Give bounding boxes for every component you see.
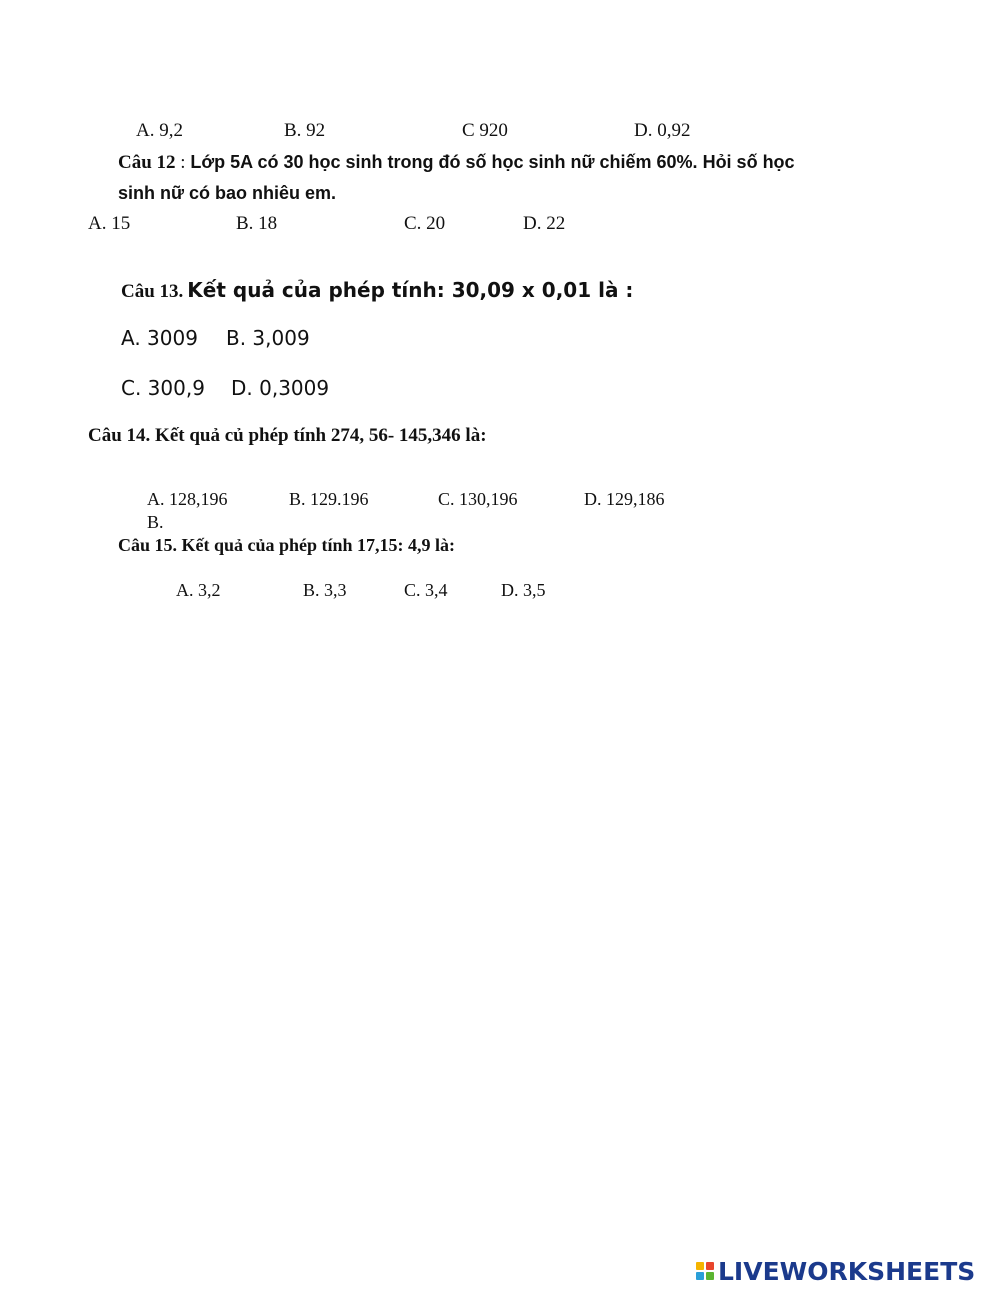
q12-option-b: B. 18 xyxy=(236,213,278,234)
q15-option-d: D. 3,5 xyxy=(501,580,546,600)
q13-option-d: D. 0,3009 xyxy=(231,376,330,400)
q12-option-a: A. 15 xyxy=(88,213,131,234)
liveworksheets-logo[interactable] xyxy=(696,1256,975,1286)
q13-option-c: C. 300,9 xyxy=(121,376,205,400)
q14-option-d: D. 129,186 xyxy=(584,489,665,509)
q13-label: Câu 13. xyxy=(121,281,184,302)
q12-option-c: C. 20 xyxy=(404,213,446,234)
q14-option-c: C. 130,196 xyxy=(438,489,518,509)
q12-label: Câu 12 xyxy=(118,152,176,173)
q11-option-d: D. 0,92 xyxy=(634,120,691,141)
q15-option-c: C. 3,4 xyxy=(404,580,448,600)
q12-question xyxy=(118,153,795,172)
q15-option-b: B. 3,3 xyxy=(303,580,347,600)
q14-option-b: B. 129.196 xyxy=(289,489,369,509)
q15-option-a: A. 3,2 xyxy=(176,580,221,600)
q14-stray-label: B. xyxy=(147,512,164,532)
q12-text-line2: sinh nữ có bao nhiêu em. xyxy=(118,183,337,203)
logo-cube xyxy=(696,1272,704,1280)
logo-cube xyxy=(706,1262,714,1270)
q15-question: Câu 15. Kết quả của phép tính 17,15: 4,9 là: xyxy=(118,535,456,555)
q13-option-b: B. 3,009 xyxy=(226,326,310,350)
logo-cube xyxy=(706,1272,714,1280)
q11-option-c: C 920 xyxy=(462,120,508,141)
q12-text-line1: Lớp 5A có 30 học sinh trong đó số học sinh nữ chiếm 60%. Hỏi số học xyxy=(190,152,795,172)
q14-option-a: A. 128,196 xyxy=(147,489,228,509)
q11-option-a: A. 9,2 xyxy=(136,120,183,141)
logo-cube xyxy=(696,1262,704,1270)
q13-question xyxy=(121,280,633,301)
q11-option-b: B. 92 xyxy=(284,120,326,141)
logo-cubes-icon xyxy=(696,1262,714,1280)
q12-colon: : xyxy=(175,152,191,173)
q12-option-d: D. 22 xyxy=(523,213,566,234)
q14-question: Câu 14. Kết quả củ phép tính 274, 56- 145,346 là: xyxy=(88,425,487,446)
q13-option-a: A. 3009 xyxy=(121,326,198,350)
logo-text: LIVEWORKSHEETS xyxy=(718,1256,976,1286)
q13-text: Kết quả của phép tính: 30,09 x 0,01 là : xyxy=(187,278,634,302)
